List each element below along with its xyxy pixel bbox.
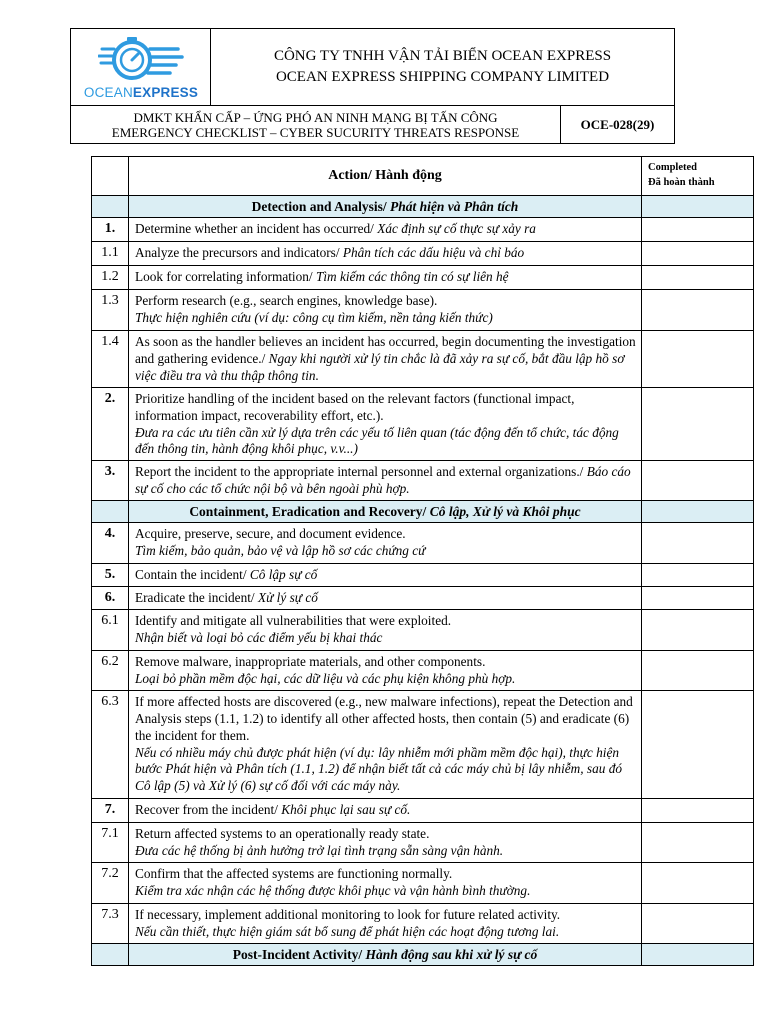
item-action-vi: Nếu có nhiều máy chủ được phát hiện (ví dụ: lây nhiễm mới phầm mềm độc hại), thực hiện bước Phát hiện và Phân tích (1.1, 1.2) để nhận biết tất cả các máy chủ bị lây nhiễm, sau đó Cô lập (5) và Xử lý (6) sự cố đối với các máy này. bbox=[135, 744, 623, 794]
section-title-vi: Phát hiện và Phân tích bbox=[390, 198, 519, 214]
item-action-vi: Kiểm tra xác nhận các hệ thống được khôi phục và vận hành bình thường. bbox=[135, 882, 531, 898]
table-row bbox=[92, 610, 754, 651]
item-action-en: Analyze the precursors and indicators/ bbox=[135, 245, 343, 260]
item-action-en: If more affected hosts are discovered (e.g., new malware infections), repeat the Detection and Analysis steps (1.1, 1.2) to identify all other affected hosts, then contain (5) and eradicate (6) the incident for them. bbox=[135, 694, 633, 743]
item-action-en: Return affected systems to an operationally ready state. bbox=[135, 826, 430, 842]
item-action-vi: Báo cáo sự cố cho các tổ chức nội bộ và bên ngoài phù hợp. bbox=[135, 464, 631, 496]
table-row bbox=[92, 461, 754, 501]
table-row bbox=[92, 863, 754, 904]
item-action-vi: Đưa các hệ thống bị ảnh hưởng trở lại tình trạng sẵn sàng vận hành. bbox=[135, 842, 504, 858]
item-action-en: Perform research (e.g., search engines, knowledge base). bbox=[135, 293, 438, 308]
item-action-vi: Tìm kiếm các thông tin có sự liên hệ bbox=[315, 269, 509, 284]
section-title-en: Detection and Analysis/ bbox=[251, 198, 391, 214]
completed-checkbox-cell[interactable] bbox=[642, 823, 754, 863]
completed-checkbox-cell[interactable] bbox=[642, 691, 754, 799]
table-row bbox=[92, 331, 754, 388]
section-title bbox=[129, 196, 642, 218]
company-name-block bbox=[211, 29, 674, 105]
item-action bbox=[129, 587, 642, 610]
item-action bbox=[129, 388, 642, 461]
completed-checkbox-cell[interactable] bbox=[642, 290, 754, 331]
completed-checkbox-cell[interactable] bbox=[642, 266, 754, 290]
item-action bbox=[129, 799, 642, 823]
table-header-row bbox=[92, 157, 754, 196]
table-row bbox=[92, 587, 754, 610]
table-row bbox=[92, 564, 754, 587]
company-logo bbox=[71, 29, 211, 105]
section-title-en: Post-Incident Activity/ bbox=[232, 946, 366, 962]
completed-checkbox-cell[interactable] bbox=[642, 564, 754, 587]
completed-header-en: Completed bbox=[648, 162, 697, 173]
item-action bbox=[129, 523, 642, 564]
item-number: 1. bbox=[92, 218, 129, 242]
table-row bbox=[92, 266, 754, 290]
item-action-vi: Xác định sự cố thực sự xảy ra bbox=[377, 221, 536, 236]
item-action bbox=[129, 331, 642, 388]
section-num-cell bbox=[92, 944, 129, 966]
logo-express-text: EXPRESS bbox=[132, 85, 199, 100]
completed-checkbox-cell[interactable] bbox=[642, 863, 754, 904]
item-action-vi: Thực hiện nghiên cứu (ví dụ: công cụ tìm kiếm, nền tảng kiến thức) bbox=[135, 309, 493, 325]
item-number: 1.3 bbox=[92, 290, 129, 331]
item-action bbox=[129, 823, 642, 863]
section-title-en: Containment, Eradication and Recovery/ bbox=[189, 503, 430, 519]
table-row bbox=[92, 242, 754, 266]
section-num-cell bbox=[92, 501, 129, 523]
item-action-vi: Nếu cần thiết, thực hiện giám sát bổ sung để phát hiện các hoạt động tương lai. bbox=[135, 923, 560, 939]
item-action bbox=[129, 290, 642, 331]
item-action-vi: Nhận biết và loại bỏ các điểm yếu bị khai thác bbox=[135, 629, 383, 645]
item-action-en: Report the incident to the appropriate internal personnel and external organizations./ bbox=[135, 464, 587, 480]
logo-wordmark bbox=[71, 85, 211, 100]
item-number: 2. bbox=[92, 388, 129, 461]
item-action-en: Determine whether an incident has occurred/ bbox=[135, 221, 378, 236]
completed-checkbox-cell[interactable] bbox=[642, 651, 754, 691]
item-action bbox=[129, 863, 642, 904]
item-action-vi: Cô lập sự cố bbox=[249, 567, 318, 583]
item-number: 1.2 bbox=[92, 266, 129, 290]
table-row bbox=[92, 651, 754, 691]
completed-checkbox-cell[interactable] bbox=[642, 242, 754, 266]
completed-checkbox-cell[interactable] bbox=[642, 523, 754, 564]
section-row bbox=[92, 501, 754, 523]
item-action-en: Look for correlating information/ bbox=[135, 269, 316, 284]
item-number: 3. bbox=[92, 461, 129, 501]
completed-checkbox-cell[interactable] bbox=[642, 461, 754, 501]
item-action-vi: Ngay khi người xử lý tin chắc là đã xảy ra sự cố, bắt đầu lập hồ sơ việc điều tra và thu thập thông tin. bbox=[135, 350, 625, 383]
table-row bbox=[92, 799, 754, 823]
item-action-en: As soon as the handler believes an incident has occurred, begin documenting the investigation and gathering evidence./ bbox=[135, 334, 636, 366]
completed-header-vi: Đã hoàn thành bbox=[648, 177, 715, 188]
item-number: 1.4 bbox=[92, 331, 129, 388]
item-action bbox=[129, 904, 642, 944]
item-number: 1.1 bbox=[92, 242, 129, 266]
table-row bbox=[92, 523, 754, 564]
item-number: 4. bbox=[92, 523, 129, 564]
completed-checkbox-cell[interactable] bbox=[642, 331, 754, 388]
item-action-en: If necessary, implement additional monitoring to look for future related activity. bbox=[135, 907, 561, 923]
section-title-vi: Hành động sau khi xử lý sự cố bbox=[365, 946, 538, 962]
section-title-vi: Cô lập, Xử lý và Khôi phục bbox=[429, 503, 581, 519]
checklist-title-vi: DMKT KHẨN CẤP – ỨNG PHÓ AN NINH MẠNG BỊ TẤN CÔNG bbox=[133, 110, 498, 125]
item-action-vi: Tìm kiếm, bảo quản, bảo vệ và lập hồ sơ các chứng cứ bbox=[135, 542, 426, 558]
item-number: 7. bbox=[92, 799, 129, 823]
item-number: 6. bbox=[92, 587, 129, 610]
checklist-title-en: EMERGENCY CHECKLIST – CYBER SUCURITY THREATS RESPONSE bbox=[111, 125, 520, 140]
section-title bbox=[129, 944, 642, 966]
section-row bbox=[92, 196, 754, 218]
completed-checkbox-cell[interactable] bbox=[642, 587, 754, 610]
completed-checkbox-cell[interactable] bbox=[642, 799, 754, 823]
item-action bbox=[129, 461, 642, 501]
item-action-en: Eradicate the incident/ bbox=[135, 590, 258, 606]
section-done-cell bbox=[642, 196, 754, 218]
checklist-table bbox=[91, 156, 754, 966]
item-number: 7.2 bbox=[92, 863, 129, 904]
completed-checkbox-cell[interactable] bbox=[642, 218, 754, 242]
item-action bbox=[129, 564, 642, 587]
table-row bbox=[92, 218, 754, 242]
item-action-en: Acquire, preserve, secure, and document evidence. bbox=[135, 526, 406, 542]
item-action-en: Recover from the incident/ bbox=[135, 802, 282, 818]
completed-checkbox-cell[interactable] bbox=[642, 388, 754, 461]
company-name-en: OCEAN EXPRESS SHIPPING COMPANY LIMITED bbox=[275, 69, 610, 85]
item-action-en: Prioritize handling of the incident based on the relevant factors (functional impact, information impact, recoverability effort, etc.). bbox=[135, 391, 575, 423]
item-number: 6.1 bbox=[92, 610, 129, 651]
company-name-vi: CÔNG TY TNHH VẬN TẢI BIỂN OCEAN EXPRESS bbox=[273, 48, 612, 64]
table-row bbox=[92, 904, 754, 944]
item-number: 7.3 bbox=[92, 904, 129, 944]
document-code: OCE-028(29) bbox=[580, 117, 655, 132]
item-action-en: Remove malware, inappropriate materials, and other components. bbox=[135, 654, 486, 670]
item-number: 7.1 bbox=[92, 823, 129, 863]
item-action-en: Contain the incident/ bbox=[135, 567, 250, 583]
item-number: 6.3 bbox=[92, 691, 129, 799]
completed-column-header bbox=[642, 157, 754, 196]
item-number: 5. bbox=[92, 564, 129, 587]
item-action-en: Confirm that the affected systems are functioning normally. bbox=[135, 866, 453, 882]
item-action-vi: Khôi phục lại sau sự cố. bbox=[281, 802, 411, 818]
item-action-vi: Phân tích các dấu hiệu và chỉ báo bbox=[342, 245, 525, 260]
item-action bbox=[129, 266, 642, 290]
table-row bbox=[92, 290, 754, 331]
section-title bbox=[129, 501, 642, 523]
action-column-header: Action/ Hành động bbox=[129, 157, 642, 196]
completed-checkbox-cell[interactable] bbox=[642, 610, 754, 651]
section-row bbox=[92, 944, 754, 966]
completed-checkbox-cell[interactable] bbox=[642, 904, 754, 944]
item-action-vi: Đưa ra các ưu tiên cần xử lý dựa trên các yếu tố liên quan (tác động đến tổ chức, tác động đến thông tin, hành động khôi phục, v.v...) bbox=[135, 424, 619, 457]
item-action-vi: Xử lý sự cố bbox=[257, 590, 318, 606]
item-action-vi: Loại bỏ phần mềm độc hại, các dữ liệu và các phụ kiện không phù hợp. bbox=[135, 670, 516, 686]
item-action bbox=[129, 691, 642, 799]
header-num-cell bbox=[92, 157, 129, 196]
document-header bbox=[70, 28, 675, 144]
section-done-cell bbox=[642, 501, 754, 523]
stopwatch-logo-icon bbox=[98, 35, 184, 85]
item-action bbox=[129, 218, 642, 242]
item-action-en: Identify and mitigate all vulnerabilities that were exploited. bbox=[135, 613, 452, 629]
table-row bbox=[92, 823, 754, 863]
item-action bbox=[129, 242, 642, 266]
section-num-cell bbox=[92, 196, 129, 218]
item-number: 6.2 bbox=[92, 651, 129, 691]
checklist-title bbox=[71, 106, 561, 144]
table-row bbox=[92, 388, 754, 461]
item-action bbox=[129, 651, 642, 691]
section-done-cell bbox=[642, 944, 754, 966]
table-row bbox=[92, 691, 754, 799]
logo-ocean-text: OCEAN bbox=[83, 85, 133, 100]
item-action bbox=[129, 610, 642, 651]
